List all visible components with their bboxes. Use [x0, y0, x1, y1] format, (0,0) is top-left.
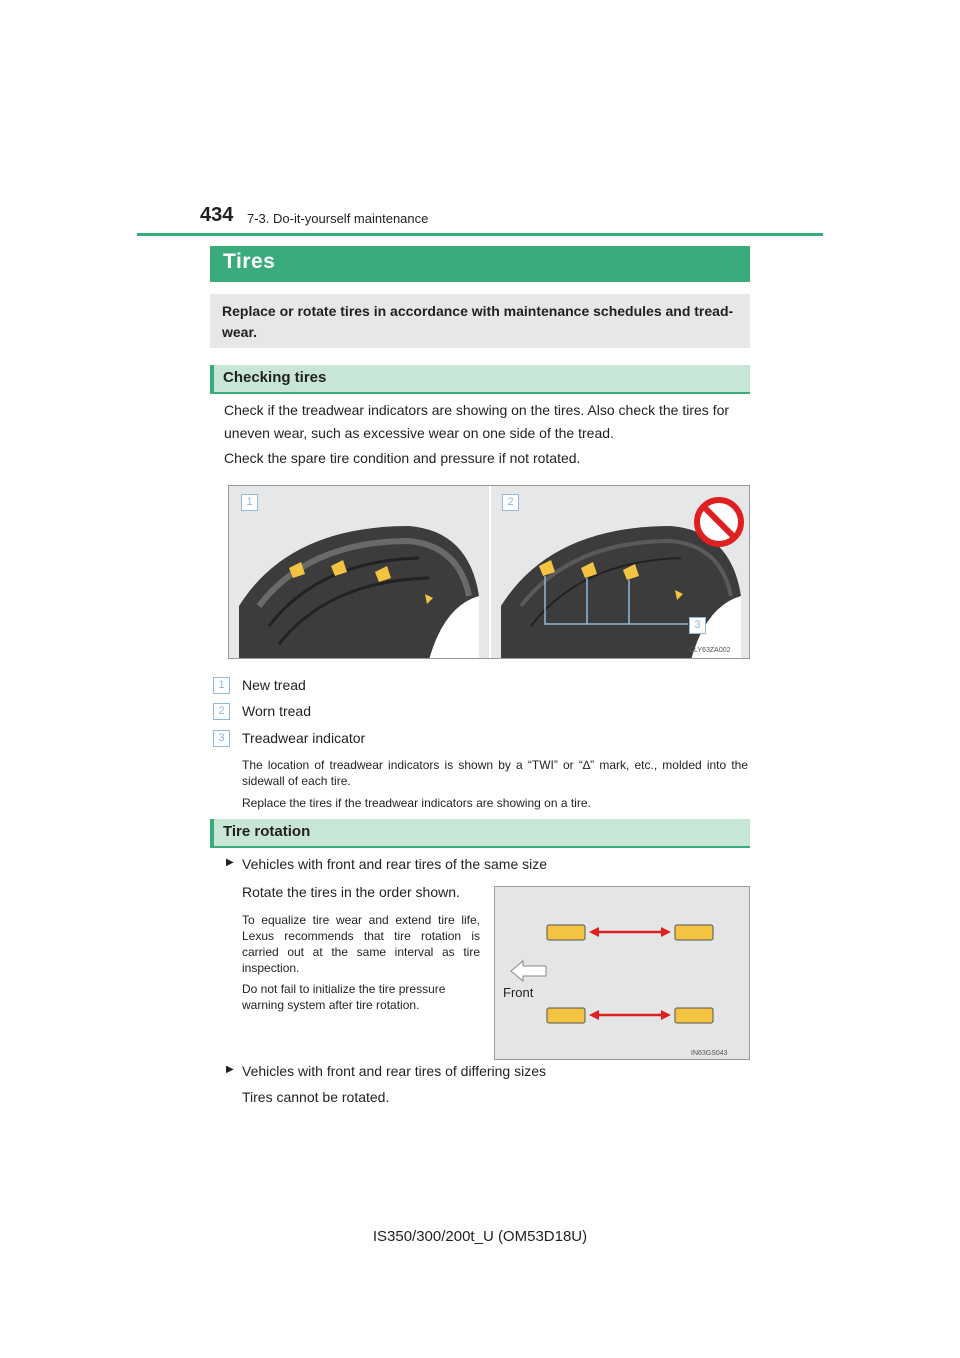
list-item-new-tread: New tread — [242, 677, 306, 693]
list-number-2: 2 — [213, 703, 230, 720]
rotation-diagram — [495, 887, 751, 1061]
list-number-1: 1 — [213, 677, 230, 694]
tire-rear-left — [675, 925, 713, 940]
front-label: Front — [503, 985, 534, 1000]
rotation-case-same-size: Vehicles with front and rear tires of the same size — [242, 856, 548, 872]
bullet-icon: ▶ — [226, 1064, 234, 1075]
tire-rotation-heading-bar — [210, 819, 750, 846]
callout-2: 2 — [502, 494, 519, 511]
checking-para-2: Check the spare tire condition and pressure if not rotated. — [224, 450, 581, 466]
callout-1: 1 — [241, 494, 258, 511]
tire-rotation-heading: Tire rotation — [223, 823, 311, 840]
list-number-3: 3 — [213, 730, 230, 747]
rotation-cannot: Tires cannot be rotated. — [242, 1089, 390, 1105]
callout-3: 3 — [689, 617, 706, 634]
header-rule — [137, 233, 823, 236]
rotation-arrow-top — [589, 927, 671, 937]
checking-tires-heading: Checking tires — [223, 369, 327, 386]
intro-box — [210, 294, 750, 348]
tire-front-right — [547, 1008, 585, 1023]
prohibition-icon — [697, 500, 741, 544]
rotation-note-equalize: To equalize tire wear and extend tire life, Lexus recommends that tire rotation is carried out at the same interval as tire inspection. — [242, 913, 480, 975]
tire-rear-right — [675, 1008, 713, 1023]
tread-figure — [228, 485, 750, 659]
rotation-instruction: Rotate the tires in the order shown. — [242, 884, 460, 900]
footer-model: IS350/300/200t_U (OM53D18U) — [372, 1228, 588, 1245]
rotation-arrow-bottom — [589, 1010, 671, 1020]
title-bar — [210, 246, 750, 282]
rotation-note-initialize: Do not fail to initialize the tire pressure warning system after tire rotation. — [242, 982, 446, 1012]
bullet-icon: ▶ — [226, 857, 234, 868]
list-item-treadwear-indicator: Treadwear indicator — [242, 730, 366, 746]
rotation-figure — [494, 886, 750, 1060]
front-direction-arrow-icon — [511, 961, 546, 981]
note-replace-tires: Replace the tires if the treadwear indicators are showing on a tire. — [242, 796, 591, 810]
tire-front-left — [547, 925, 585, 940]
tread-illustration — [229, 486, 750, 659]
note-treadwear-location: The location of treadwear indicators is shown by a “TWI” or “∆” mark, etc., molded into the sidewall of each tire. — [242, 758, 748, 788]
page-title: Tires — [223, 250, 276, 273]
checking-tires-heading-bar — [210, 365, 750, 392]
figure-code: CLY63ZA002 — [689, 647, 731, 654]
page-number: 434 — [200, 204, 234, 226]
checking-para-1: Check if the treadwear indicators are showing on the tires. Also check the tires for uneven wear, such as excessive wear on one side of the tread. — [224, 402, 730, 441]
figure-code: IN63GS043 — [691, 1050, 728, 1057]
list-item-worn-tread: Worn tread — [242, 703, 311, 719]
section-reference: 7-3. Do-it-yourself maintenance — [247, 211, 429, 226]
intro-text: Replace or rotate tires in accordance with maintenance schedules and tread-wear. — [222, 303, 734, 340]
rotation-case-differing-sizes: Vehicles with front and rear tires of differing sizes — [242, 1063, 547, 1079]
